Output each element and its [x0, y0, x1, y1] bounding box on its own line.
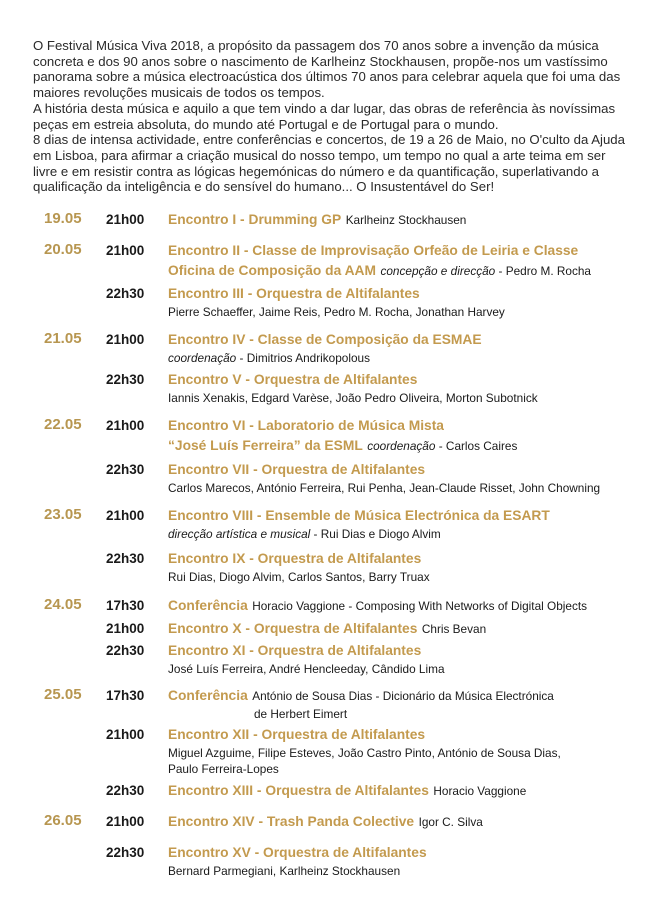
event-details — [168, 370, 638, 406]
event-performer: Horacio Vaggione — [433, 784, 527, 798]
event-date: 23.05 — [44, 506, 82, 523]
event-speaker: António de Sousa Dias - Dicionário da Música Electrónica — [252, 689, 554, 703]
event-composers: Carlos Marecos, António Ferreira, Rui Penha, Jean-Claude Risset, John Chowning — [168, 481, 601, 495]
event-details — [168, 330, 638, 366]
event-time: 22h30 — [106, 372, 145, 387]
event-composers: Pierre Schaeffer, Jaime Reis, Pedro M. Rocha, Jonathan Harvey — [168, 305, 505, 319]
event-credit: - Pedro M. Rocha — [495, 264, 591, 278]
event-time: 22h30 — [106, 783, 145, 798]
event-date: 21.05 — [44, 330, 82, 347]
event-date: 19.05 — [44, 210, 82, 227]
event-details — [168, 843, 638, 879]
event-details — [168, 460, 638, 496]
event-title: Encontro V - Orquestra de Altifalantes — [168, 372, 418, 387]
event-time: 17h30 — [106, 688, 145, 703]
event-time: 22h30 — [106, 551, 145, 566]
event-details — [168, 241, 638, 281]
event-date: 25.05 — [44, 686, 82, 703]
event-performer: Karlheinz Stockhausen — [345, 213, 467, 227]
event-title: Encontro X - Orquestra de Altifalantes — [168, 621, 418, 636]
event-details — [168, 781, 638, 801]
event-title: Encontro XI - Orquestra de Altifalantes — [168, 643, 422, 658]
event-time: 22h30 — [106, 845, 145, 860]
event-title: Encontro III - Orquestra de Altifalantes — [168, 286, 420, 301]
event-date: 20.05 — [44, 241, 82, 258]
event-composers: José Luís Ferreira, André Hencleeday, Cândido Lima — [168, 662, 445, 676]
event-details — [168, 812, 638, 832]
event-time: 21h00 — [106, 243, 145, 258]
event-time: 21h00 — [106, 621, 145, 636]
event-details — [168, 549, 638, 585]
event-time: 22h30 — [106, 286, 145, 301]
event-composers-continued: Paulo Ferreira-Lopes — [168, 762, 279, 776]
event-time: 21h00 — [106, 212, 145, 227]
event-title: Encontro II - Classe de Improvisação Orfeão de Leiria e Classe — [168, 243, 579, 258]
event-title: Encontro XV - Orquestra de Altifalantes — [168, 845, 427, 860]
event-title-continued: Oficina de Composição da AAM — [168, 263, 377, 278]
event-title: Encontro VII - Orquestra de Altifalantes — [168, 462, 426, 477]
intro-paragraph: O Festival Música Viva 2018, a propósito da passagem dos 70 anos sobre a invenção da música concreta e dos 90 anos sobre o nascimento de Karlheinz Stockhausen, propõe-nos um vastíssimo panorama sobre a música electroacústica dos últimos 70 anos para celebrar aquela que foi uma das maiores revoluções musicais de todos os tempos. — [33, 38, 621, 101]
event-time: 21h00 — [106, 814, 145, 829]
event-time: 21h00 — [106, 332, 145, 347]
event-title: Encontro VI - Laboratorio de Música Mista — [168, 418, 444, 433]
event-title: Encontro XIII - Orquestra de Altifalantes — [168, 783, 429, 798]
event-details — [168, 596, 638, 616]
event-time: 21h00 — [106, 727, 145, 742]
event-title-continued: “José Luís Ferreira” da ESML — [168, 438, 363, 453]
event-date: 24.05 — [44, 596, 82, 613]
event-time: 22h30 — [106, 462, 145, 477]
event-date: 26.05 — [44, 812, 82, 829]
event-date: 22.05 — [44, 416, 82, 433]
event-details — [168, 210, 638, 230]
event-performer: Igor C. Silva — [418, 815, 483, 829]
event-role: coordenação — [367, 439, 436, 453]
event-speaker: Horacio Vaggione - Composing With Networks of Digital Objects — [252, 599, 588, 613]
event-time: 22h30 — [106, 643, 145, 658]
event-title: Conferência — [168, 688, 248, 703]
event-details — [168, 641, 638, 677]
event-composers: Rui Dias, Diogo Alvim, Carlos Santos, Barry Truax — [168, 570, 430, 584]
event-role: concepção e direcção — [380, 264, 496, 278]
event-composers: Iannis Xenakis, Edgard Varèse, João Pedro Oliveira, Morton Subotnick — [168, 391, 538, 405]
event-title: Encontro VIII - Ensemble de Música Electrónica da ESART — [168, 508, 550, 523]
event-title: Encontro IV - Classe de Composição da ESMAE — [168, 332, 482, 347]
event-credit: - Carlos Caires — [435, 439, 518, 453]
event-details — [168, 284, 638, 320]
event-speaker-continued: de Herbert Eimert — [254, 707, 348, 721]
event-details — [168, 619, 638, 639]
event-title: Conferência — [168, 598, 248, 613]
event-performer: Chris Bevan — [421, 622, 487, 636]
event-time: 21h00 — [106, 508, 145, 523]
intro-paragraph: A história desta música e aquilo a que tem vindo a dar lugar, das obras de referência às novíssimas peças em estreia absoluta, do mundo até Portugal e de Portugal para o mundo. — [33, 100, 616, 132]
event-details — [168, 416, 638, 456]
event-composers: Bernard Parmegiani, Karlheinz Stockhausen — [168, 864, 401, 878]
event-title: Encontro XII - Orquestra de Altifalantes — [168, 727, 426, 742]
event-title: Encontro I - Drumming GP — [168, 212, 342, 227]
event-role: direcção artística e musical — [168, 527, 311, 541]
event-details — [168, 725, 638, 777]
event-title: Encontro XIV - Trash Panda Colective — [168, 814, 415, 829]
event-details — [168, 686, 638, 722]
event-time: 17h30 — [106, 598, 145, 613]
event-composers: Miguel Azguime, Filipe Esteves, João Castro Pinto, António de Sousa Dias, — [168, 746, 561, 760]
event-credit: - Rui Dias e Diogo Alvim — [310, 527, 441, 541]
event-time: 21h00 — [106, 418, 145, 433]
intro-paragraph: 8 dias de intensa actividade, entre conferências e concertos, de 19 a 26 de Maio, no O'culto da Ajuda em Lisboa, para afirmar a criação musical do nosso tempo, um tempo no qual a arte teima em ser livre e em resistir contra as lógicas hegemónicas do número e da quantificação, superlativando a qualificação da inteligência e do sensível do humano... O Insustentável do Ser! — [33, 132, 625, 195]
event-credit: - Dimitrios Andrikopolous — [236, 351, 370, 365]
event-details — [168, 506, 638, 542]
event-role: coordenação — [168, 351, 237, 365]
festival-intro — [33, 38, 633, 195]
event-title: Encontro IX - Orquestra de Altifalantes — [168, 551, 422, 566]
